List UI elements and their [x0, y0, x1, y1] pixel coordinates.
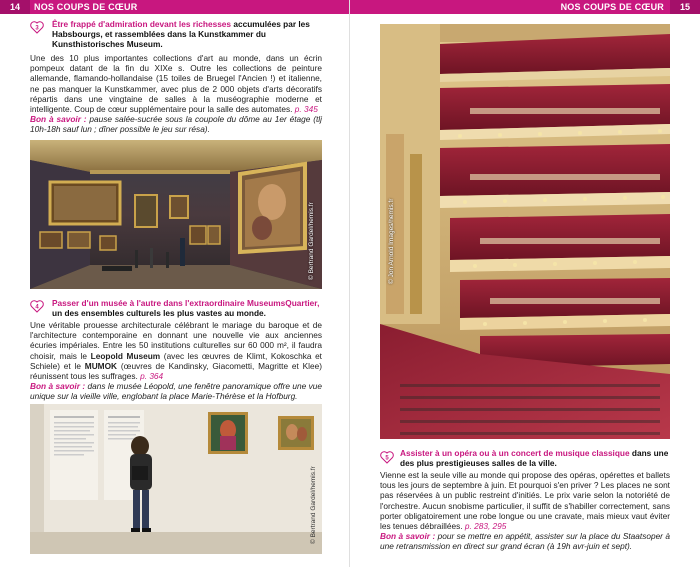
entry-body-4 [30, 320, 322, 402]
photo-credit-1: © Bertrand Gardel/hemis.fr [308, 202, 315, 280]
entry-title-4-highlight: Passer d'un musée à l'autre dans l'extraordinaire MuseumsQuartier, [52, 298, 320, 308]
bon-a-savoir-text-5: pour se mettre en appétit, assister sur la place du Staatsoper à une retransmission en direct sur grand écran (à 19h avr-juin et sept). [380, 531, 670, 552]
left-header-bar [0, 0, 350, 14]
heart-number-icon-3 [30, 20, 44, 34]
running-head-left: NOS COUPS DE CŒUR [34, 2, 138, 12]
page-number-right: 15 [670, 0, 700, 14]
entry-number-3: 3 [35, 25, 39, 32]
entry-body-4-text-3: (œuvres de Kandinsky, Giacometti, Magritte et Klee) réunissent tous les suffrages. [30, 360, 322, 382]
entry-title-3-rest: accumulées par les Habsbourgs, et rassemblées dans la Kunstkammer du Kunsthistorisches Museum. [52, 19, 310, 50]
opera-hall-illustration [380, 24, 670, 439]
photo-credit-3: © Jon Arnold Images/hemis.fr [388, 198, 395, 284]
entry-title-3 [52, 19, 318, 50]
bon-a-savoir-text-3: pause salée-sucrée sous la coupole du dôme au 1er étage (tlj 10h-18h sauf lun ; dîner possible le jeu sur résa). [30, 114, 322, 135]
entry-title-5-highlight: Assister à un opéra ou à un concert de musique classique [400, 448, 630, 458]
heart-number-icon-4 [30, 299, 44, 313]
entry-title-4-rest: un des ensembles culturels les plus vastes au monde. [52, 308, 266, 319]
entry-ref-5: p. 283, 295 [464, 521, 507, 532]
bon-a-savoir-label-5: Bon à savoir : [380, 531, 436, 542]
entry-body-5 [380, 470, 670, 552]
bon-a-savoir-text-4: dans le musée Léopold, une fenêtre panoramique offre une vue unique sur la vieille ville, englobant la place Marie-Thérèse et la Hofburg. [30, 381, 322, 402]
bon-a-savoir-label-4: Bon à savoir : [30, 381, 86, 392]
leopold-museum-name: Leopold Museum [90, 350, 161, 361]
page-number-left: 14 [0, 0, 30, 14]
entry-title-3-highlight: Être frappé d'admiration devant les richesses [52, 19, 232, 29]
entry-ref-3: p. 345 [294, 104, 318, 115]
entry-body-5-text: Vienne est la seule ville au monde qui propose des opéras, opérettes et ballets tous les jours de septembre à juin. Et pourquoi s'en priver ? Les places ne sont pas réservées à un public restreint d'initiés. Le prix varie selon la notoriété de l'orchestre. Aucun snobisme particulier, il suffit de s'habiller correctement, sans porter obligatoirement une robe longue ou une cravate, mais mieux vaut éviter les tenues débraillées. [380, 470, 670, 532]
bon-a-savoir-label-3: Bon à savoir : [30, 114, 87, 125]
entry-number-4: 4 [35, 304, 39, 311]
running-head-right: NOS COUPS DE CŒUR [560, 2, 664, 12]
heart-number-icon-5 [380, 450, 394, 464]
right-page [350, 0, 700, 567]
entry-number-5: 5 [385, 455, 389, 462]
museum-gallery-illustration [30, 140, 322, 289]
leopold-museum-photo [30, 404, 322, 554]
mumok-name: MUMOK [84, 360, 118, 371]
entry-body-4-text-2: (avec les œuvres de Klimt, Kokoschka et Schiele) et le [30, 350, 322, 371]
leopold-museum-illustration [30, 404, 322, 554]
entry-title-5 [400, 448, 670, 468]
entry-ref-4: p. 364 [140, 371, 164, 382]
entry-title-5-rest: dans une des plus prestigieuses salles de la ville. [400, 448, 669, 469]
museum-gallery-photo [30, 140, 322, 289]
entry-body-3 [30, 53, 322, 135]
entry-title-4 [52, 298, 320, 318]
opera-hall-photo [380, 24, 670, 439]
photo-credit-2: © Bertrand Gardel/hemis.fr [310, 466, 317, 544]
entry-body-4-text-1: Une véritable prouesse architecturale célébrant le mariage du baroque et de l'architecture contemporaine en donnant une nouvelle vie aux anciennes écuries impériales. Entre les 50 institutions culturelles sur 60 000 m², il faudra choisir, mais le [30, 320, 322, 361]
entry-body-3-text: Une des 10 plus importantes collections d'art au monde, dans un écrin pompeux datant de la fin du XIXe s. Outre les collections de peinture allemande, flamando-hollandaise (15 toiles de Bruegel l'Ancien !) et italienne, ne pas manquer la Kunstkammer, avec plus de 2 000 objets d'arts décoratifs répartis dans une vingtaine de salles à la muséographie moderne et intelligente. Coup de cœur supplémentaire pour la salle des automates. [30, 53, 322, 115]
right-header-bar [350, 0, 700, 14]
